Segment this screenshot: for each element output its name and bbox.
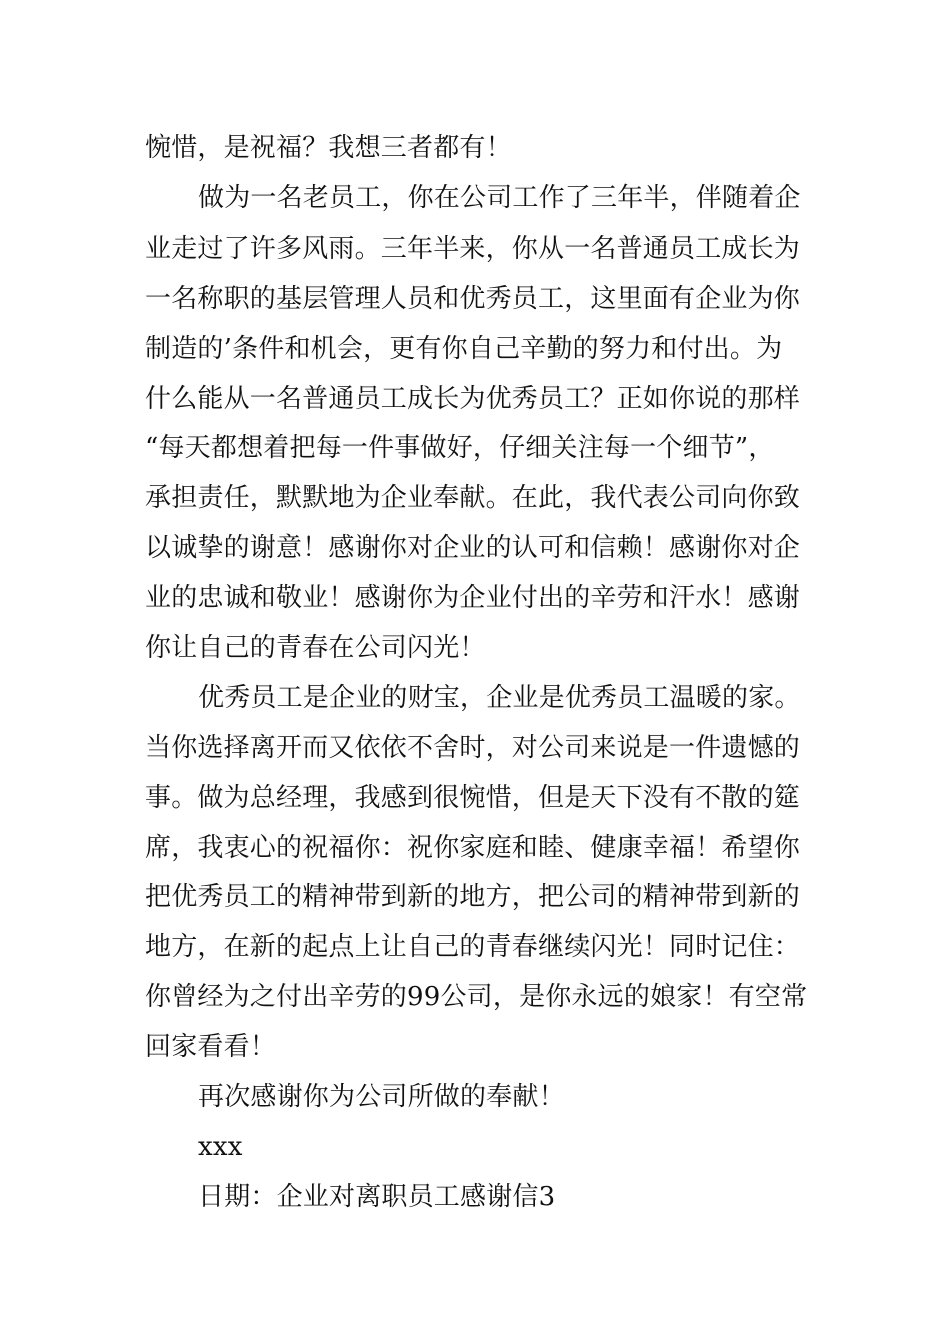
text-line: 把优秀员工的精神带到新的地方，把公司的精神带到新的 [145, 882, 801, 912]
text-line: 你让自己的青春在公司闪光！ [145, 633, 486, 663]
text-line: 做为一名老员工，你在公司工作了三年半，伴随着企 [198, 183, 801, 213]
text-line: 制造的’条件和机会，更有你自己辛勤的努力和付出。为 [145, 334, 783, 364]
text-line: 地方，在新的起点上让自己的青春继续闪光！同时记住： [145, 932, 801, 962]
text-line: 业的忠诚和敬业！感谢你为企业付出的辛劳和汗水！感谢 [145, 583, 801, 613]
text-line: 业走过了许多风雨。三年半来，你从一名普通员工成长为 [145, 234, 801, 264]
text-line: 你曾经为之付出辛劳的99公司，是你永远的娘家！有空常 [145, 982, 808, 1012]
text-line: 当你选择离开而又依依不舍时，对公司来说是一件遗憾的 [145, 733, 801, 763]
text-line: 回家看看！ [145, 1032, 277, 1062]
text-line: 惋惜，是祝福？我想三者都有！ [145, 133, 512, 163]
text-line: 什么能从一名普通员工成长为优秀员工？正如你说的那样 [145, 384, 801, 414]
text-line: 承担责任，默默地为企业奉献。在此，我代表公司向你致 [145, 483, 801, 513]
text-line: 以诚挚的谢意！感谢你对企业的认可和信赖！感谢你对企 [145, 533, 801, 563]
text-line: 席，我衷心的祝福你：祝你家庭和睦、健康幸福！希望你 [145, 833, 801, 863]
text-line: “每天都想着把每一件事做好，仔细关注每一个细节”， [145, 433, 775, 463]
date-line: 日期：企业对离职员工感谢信3 [198, 1182, 556, 1212]
text-line: 再次感谢你为公司所做的奉献！ [198, 1082, 565, 1112]
text-line: 优秀员工是企业的财宝，企业是优秀员工温暖的家。 [198, 683, 801, 713]
text-line: 事。做为总经理，我感到很惋惜，但是天下没有不散的筵 [145, 783, 801, 813]
signature-line: xxx [198, 1132, 243, 1162]
text-line: 一名称职的基层管理人员和优秀员工，这里面有企业为你 [145, 284, 801, 314]
